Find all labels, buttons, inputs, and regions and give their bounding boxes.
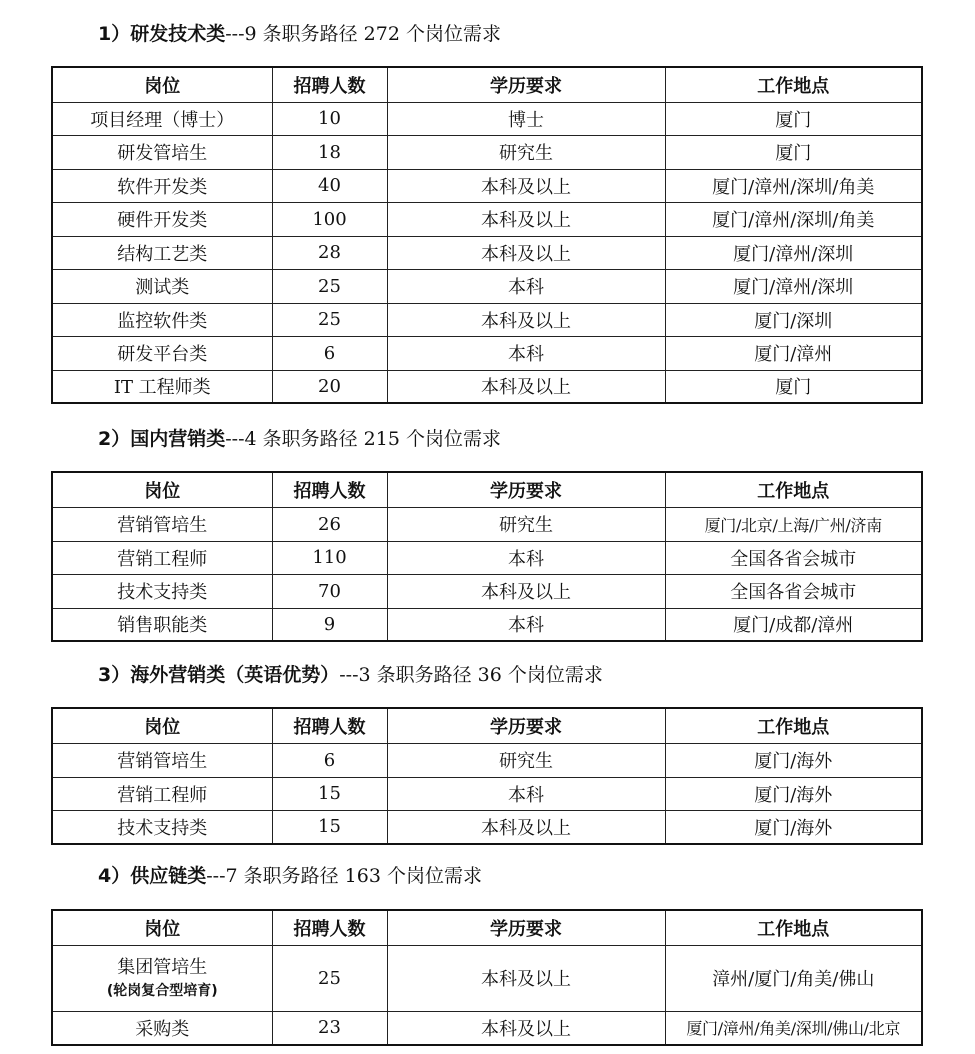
header-education: 学历要求 <box>387 708 665 743</box>
cell-headcount: 110 <box>272 541 387 574</box>
cell-headcount: 28 <box>272 236 387 269</box>
header-education: 学历要求 <box>387 472 665 507</box>
cell-position: 监控软件类 <box>52 303 272 336</box>
cell-education: 本科 <box>387 777 665 810</box>
section-title-rd <box>98 22 501 46</box>
cell-position-note: (轮岗复合型培育) <box>106 983 218 999</box>
cell-education: 本科 <box>387 336 665 370</box>
cell-location: 厦门/漳州/深圳 <box>665 236 922 269</box>
cell-headcount: 15 <box>272 810 387 844</box>
cell-position: 营销工程师 <box>52 777 272 810</box>
cell-location: 全国各省会城市 <box>665 541 922 574</box>
table-row <box>52 336 922 370</box>
cell-location: 厦门 <box>665 102 922 135</box>
cell-education: 本科及以上 <box>387 236 665 269</box>
cell-headcount: 25 <box>272 269 387 303</box>
cell-education: 博士 <box>387 102 665 135</box>
section-number: 4） <box>98 865 131 887</box>
cell-education: 研究生 <box>387 135 665 169</box>
table-row <box>52 945 922 1011</box>
cell-education: 本科 <box>387 541 665 574</box>
header-headcount: 招聘人数 <box>272 708 387 743</box>
cell-location: 全国各省会城市 <box>665 574 922 608</box>
cell-location: 厦门 <box>665 135 922 169</box>
cell-location: 厦门/成都/漳州 <box>665 608 922 641</box>
section-summary: ---9 条职务路径 272 个岗位需求 <box>225 23 501 45</box>
header-location: 工作地点 <box>665 708 922 743</box>
header-headcount: 招聘人数 <box>272 472 387 507</box>
cell-headcount: 15 <box>272 777 387 810</box>
section-name: 海外营销类（英语优势） <box>130 664 340 686</box>
section-name: 研发技术类 <box>130 23 226 45</box>
table-header-row <box>52 910 922 945</box>
cell-education: 本科及以上 <box>387 1011 665 1045</box>
cell-headcount: 70 <box>272 574 387 608</box>
cell-education: 本科 <box>387 269 665 303</box>
table-row <box>52 507 922 541</box>
cell-headcount: 25 <box>272 303 387 336</box>
section-summary: ---3 条职务路径 36 个岗位需求 <box>339 664 603 686</box>
header-headcount: 招聘人数 <box>272 910 387 945</box>
table-row <box>52 370 922 403</box>
cell-education: 本科及以上 <box>387 303 665 336</box>
table-row <box>52 810 922 844</box>
cell-position: 项目经理（博士） <box>52 102 272 135</box>
section-summary: ---7 条职务路径 163 个岗位需求 <box>206 865 482 887</box>
section-name: 供应链类 <box>130 865 207 887</box>
cell-position: 软件开发类 <box>52 169 272 202</box>
cell-position: 硬件开发类 <box>52 202 272 236</box>
cell-position: 销售职能类 <box>52 608 272 641</box>
header-education: 学历要求 <box>387 910 665 945</box>
cell-headcount: 23 <box>272 1011 387 1045</box>
header-headcount: 招聘人数 <box>272 67 387 102</box>
cell-location: 厦门 <box>665 370 922 403</box>
table-row <box>52 608 922 641</box>
section-number: 2） <box>98 428 131 450</box>
table-row <box>52 102 922 135</box>
table-row <box>52 777 922 810</box>
table-row <box>52 1011 922 1045</box>
table-rd <box>51 66 923 404</box>
section-title-domestic-sales <box>98 427 501 451</box>
cell-position: 营销管培生 <box>52 743 272 777</box>
cell-education: 本科及以上 <box>387 945 665 1011</box>
cell-location: 厦门/漳州/深圳/角美 <box>665 169 922 202</box>
section-title-overseas-sales <box>98 663 603 687</box>
cell-headcount: 100 <box>272 202 387 236</box>
cell-education: 本科 <box>387 608 665 641</box>
cell-location: 厦门/漳州 <box>665 336 922 370</box>
section-number: 1） <box>98 23 131 45</box>
table-row <box>52 541 922 574</box>
cell-location: 漳州/厦门/角美/佛山 <box>665 945 922 1011</box>
cell-headcount: 6 <box>272 336 387 370</box>
header-location: 工作地点 <box>665 67 922 102</box>
cell-headcount: 9 <box>272 608 387 641</box>
cell-location: 厦门/漳州/深圳 <box>665 269 922 303</box>
cell-education: 本科及以上 <box>387 810 665 844</box>
cell-position: 营销工程师 <box>52 541 272 574</box>
table-row <box>52 135 922 169</box>
cell-location: 厦门/漳州/角美/深圳/佛山/北京 <box>665 1011 922 1045</box>
table-header-row <box>52 472 922 507</box>
cell-education: 本科及以上 <box>387 169 665 202</box>
cell-position: 技术支持类 <box>52 574 272 608</box>
cell-headcount: 26 <box>272 507 387 541</box>
cell-education: 研究生 <box>387 507 665 541</box>
cell-education: 本科及以上 <box>387 202 665 236</box>
section-number: 3） <box>98 664 131 686</box>
cell-position <box>52 945 272 1011</box>
cell-location: 厦门/漳州/深圳/角美 <box>665 202 922 236</box>
table-header-row <box>52 67 922 102</box>
cell-position: 测试类 <box>52 269 272 303</box>
cell-location: 厦门/海外 <box>665 810 922 844</box>
cell-education: 研究生 <box>387 743 665 777</box>
header-position: 岗位 <box>52 67 272 102</box>
cell-headcount: 18 <box>272 135 387 169</box>
section-summary: ---4 条职务路径 215 个岗位需求 <box>225 428 501 450</box>
header-position: 岗位 <box>52 708 272 743</box>
cell-headcount: 6 <box>272 743 387 777</box>
cell-education: 本科及以上 <box>387 574 665 608</box>
table-supply-chain <box>51 909 923 1046</box>
table-header-row <box>52 708 922 743</box>
header-position: 岗位 <box>52 472 272 507</box>
table-row <box>52 743 922 777</box>
header-position: 岗位 <box>52 910 272 945</box>
section-title-supply-chain <box>98 864 482 888</box>
table-overseas-sales <box>51 707 923 845</box>
cell-position-main: 集团管培生 <box>117 957 208 978</box>
cell-location: 厦门/北京/上海/广州/济南 <box>665 507 922 541</box>
section-name: 国内营销类 <box>130 428 226 450</box>
header-location: 工作地点 <box>665 472 922 507</box>
header-location: 工作地点 <box>665 910 922 945</box>
table-row <box>52 269 922 303</box>
cell-position: 研发平台类 <box>52 336 272 370</box>
cell-headcount: 40 <box>272 169 387 202</box>
cell-position: 营销管培生 <box>52 507 272 541</box>
cell-location: 厦门/海外 <box>665 743 922 777</box>
cell-position: IT 工程师类 <box>52 370 272 403</box>
cell-position: 研发管培生 <box>52 135 272 169</box>
table-domestic-sales <box>51 471 923 642</box>
cell-headcount: 25 <box>272 945 387 1011</box>
table-row <box>52 574 922 608</box>
cell-education: 本科及以上 <box>387 370 665 403</box>
header-education: 学历要求 <box>387 67 665 102</box>
cell-location: 厦门/深圳 <box>665 303 922 336</box>
cell-position: 采购类 <box>52 1011 272 1045</box>
cell-position: 技术支持类 <box>52 810 272 844</box>
table-row <box>52 236 922 269</box>
table-row <box>52 169 922 202</box>
cell-headcount: 10 <box>272 102 387 135</box>
cell-position: 结构工艺类 <box>52 236 272 269</box>
table-row <box>52 303 922 336</box>
cell-location: 厦门/海外 <box>665 777 922 810</box>
table-row <box>52 202 922 236</box>
cell-headcount: 20 <box>272 370 387 403</box>
